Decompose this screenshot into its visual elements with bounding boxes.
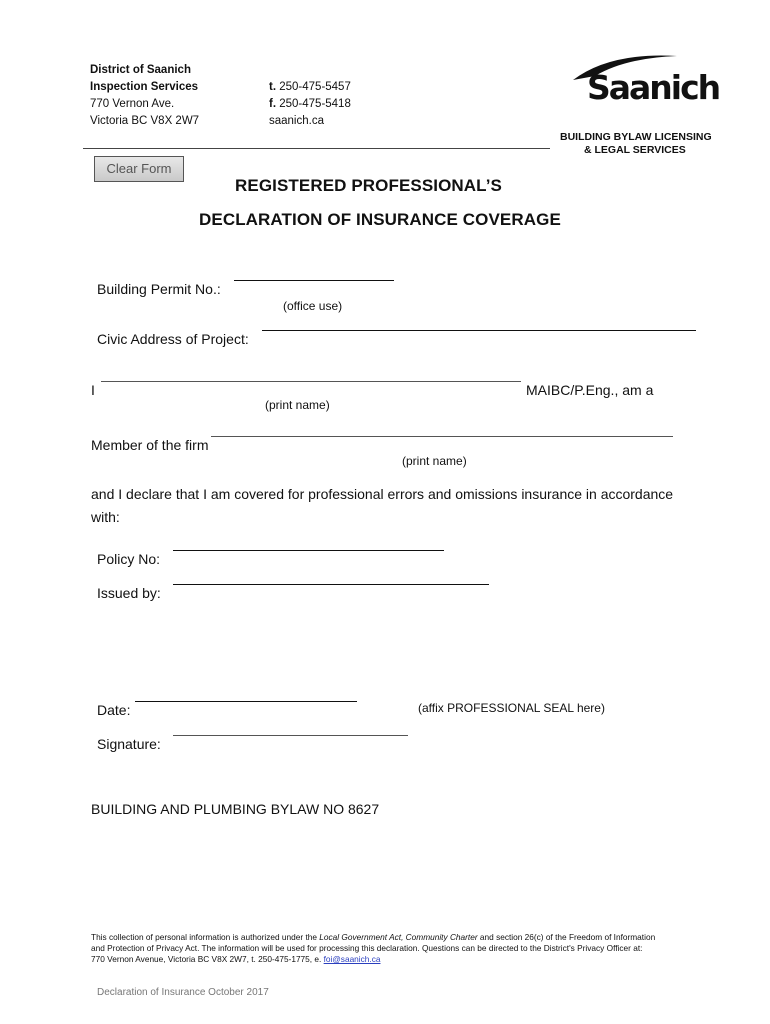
signature-field[interactable]	[173, 735, 408, 736]
fax-prefix: f.	[269, 98, 277, 110]
privacy-notice-line-3	[91, 954, 380, 965]
date-field[interactable]	[135, 701, 357, 702]
saanich-logo	[565, 50, 720, 110]
phone-number: 250-475-5457	[279, 81, 351, 93]
clear-form-button[interactable]: Clear Form	[94, 156, 184, 182]
document-id: Declaration of Insurance October 2017	[97, 987, 269, 998]
dept-line-1: BUILDING BYLAW LICENSING	[560, 131, 712, 143]
permit-label: Building Permit No.:	[97, 281, 221, 297]
address-line-1: 770 Vernon Ave.	[90, 98, 175, 110]
designation-text: MAIBC/P.Eng., am a	[526, 382, 654, 398]
issued-by-field[interactable]	[173, 584, 489, 585]
privacy-notice-line-1	[91, 932, 655, 943]
logo-wordmark: Saanich	[587, 68, 720, 107]
declaration-line-2: with:	[91, 509, 120, 525]
declaration-line-1: and I declare that I am covered for professional errors and omissions insurance in accordance	[91, 486, 674, 502]
signature-label: Signature:	[97, 736, 161, 752]
civic-address-label: Civic Address of Project:	[97, 331, 249, 347]
header-divider	[83, 148, 550, 149]
office-use-note: (office use)	[283, 299, 343, 313]
policy-field[interactable]	[173, 550, 444, 551]
phone	[269, 79, 351, 96]
privacy-acts-italic: Local Government Act, Community Charter	[319, 932, 478, 942]
civic-address-field[interactable]	[262, 330, 696, 331]
firm-label: Member of the firm	[91, 437, 209, 453]
org-department: Inspection Services	[90, 81, 199, 93]
fax	[269, 96, 351, 113]
print-name-note-2: (print name)	[402, 454, 467, 468]
title-line-1: REGISTERED PROFESSIONAL’S	[235, 176, 502, 195]
print-name-note-1: (print name)	[265, 398, 330, 412]
dept-line-2: & LEGAL SERVICES	[584, 144, 686, 156]
name-field[interactable]	[101, 381, 521, 382]
privacy-text-b: and section 26(c) of the Freedom of Information	[477, 932, 656, 942]
permit-field[interactable]	[234, 280, 394, 281]
i-label: I	[91, 382, 95, 398]
privacy-email-link[interactable]: foi@saanich.ca	[323, 954, 381, 964]
org-name: District of Saanich	[90, 64, 191, 76]
privacy-contact: 770 Vernon Avenue, Victoria BC V8X 2W7, t. 250-475-1775, e.	[91, 954, 324, 964]
privacy-text-a: This collection of personal information is authorized under the	[91, 932, 320, 942]
date-label: Date:	[97, 702, 131, 718]
address-line-2: Victoria BC V8X 2W7	[90, 115, 200, 127]
firm-field[interactable]	[211, 436, 673, 437]
title-line-2: DECLARATION OF INSURANCE COVERAGE	[199, 210, 561, 229]
seal-note: (affix PROFESSIONAL SEAL here)	[418, 701, 605, 715]
fax-number: 250-475-5418	[279, 98, 351, 110]
issued-by-label: Issued by:	[97, 585, 161, 601]
bylaw-reference: BUILDING AND PLUMBING BYLAW NO 8627	[91, 801, 380, 817]
phone-prefix: t.	[269, 81, 277, 93]
privacy-notice-line-2: and Protection of Privacy Act. The information will be used for processing this declaration. Questions can be directed to the District's Privacy Officer at:	[91, 943, 643, 953]
website: saanich.ca	[269, 115, 324, 127]
policy-label: Policy No:	[97, 551, 161, 567]
